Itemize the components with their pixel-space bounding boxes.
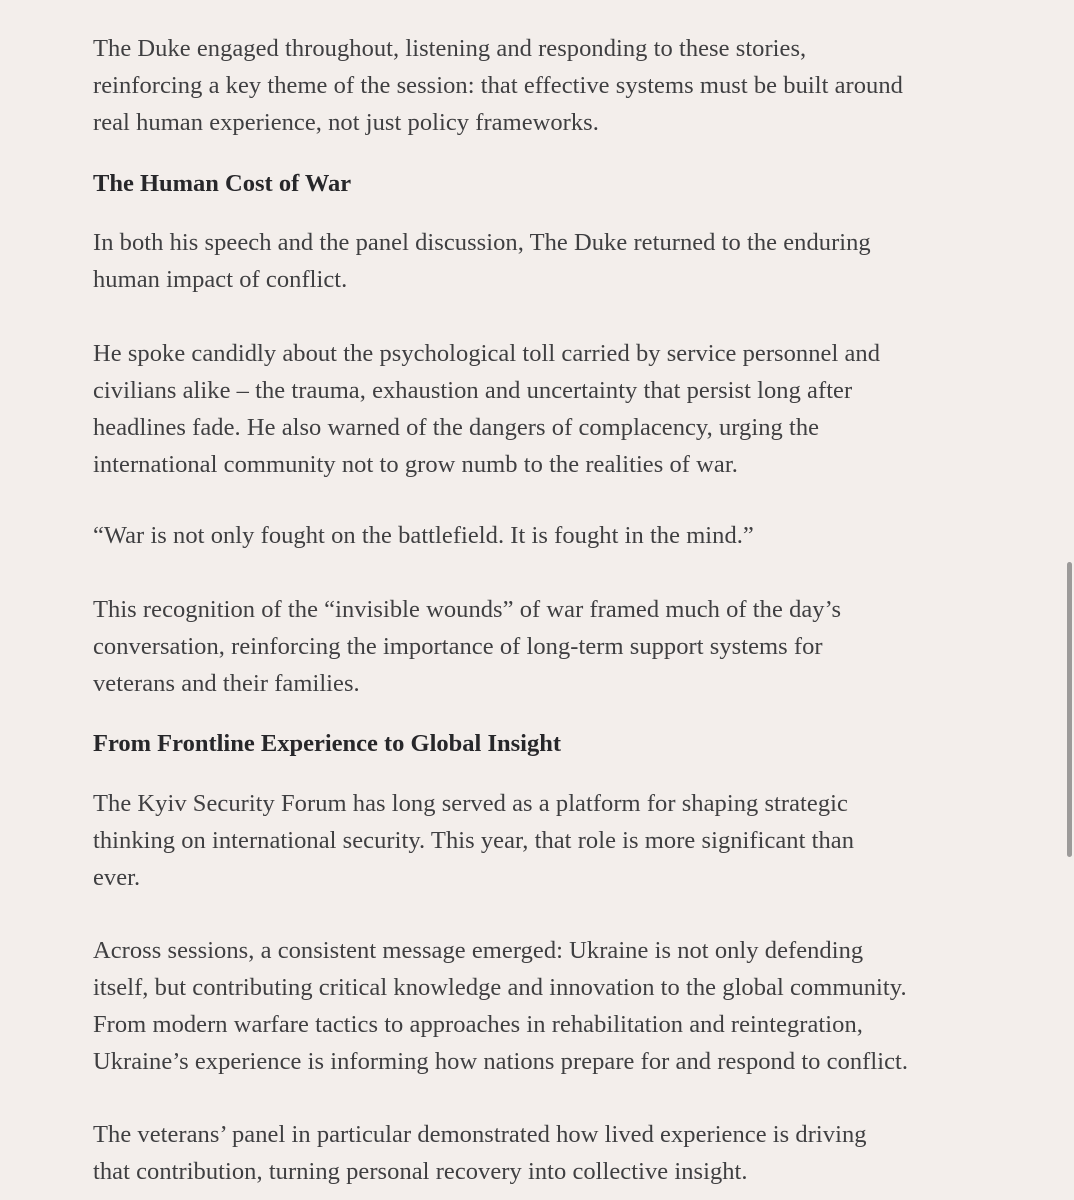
section-heading-frontline: From Frontline Experience to Global Insight: [93, 730, 561, 757]
paragraph-spoke-candidly: He spoke candidly about the psychological toll carried by service personnel and civilians alike – the trauma, exhaustion and uncertainty that persist long after headlines fade. He also warned of the dangers of complacency, urging the international community not to grow numb to the realities of war.: [93, 340, 881, 478]
paragraph-veterans-panel: The veterans’ panel in particular demonstrated how lived experience is driving that contribution, turning personal recovery into collective insight.: [93, 1121, 867, 1185]
section-heading-human-cost: The Human Cost of War: [93, 170, 352, 197]
paragraph-both-speech: In both his speech and the panel discussion, The Duke returned to the enduring human impact of conflict.: [93, 229, 871, 293]
paragraph-kyiv-forum: The Kyiv Security Forum has long served as a platform for shaping strategic thinking on international security. This year, that role is more significant than ever.: [93, 790, 855, 891]
paragraph-across-sessions: Across sessions, a consistent message emerged: Ukraine is not only defending itself, but contributing critical knowledge and innovation to the global community. From modern warfare tactics to approaches in rehabilitation and reintegration, Ukraine’s experience is informing how nations prepare for and respond to conflict.: [93, 937, 909, 1075]
paragraph-duke-engaged: The Duke engaged throughout, listening and responding to these stories, reinforcing a key theme of the session: that effective systems must be built around real human experience, not just policy frameworks.: [93, 35, 903, 136]
quote-paragraph: “War is not only fought on the battlefield. It is fought in the mind.”: [93, 522, 754, 549]
paragraph-recognition: This recognition of the “invisible wounds” of war framed much of the day’s conversation, reinforcing the importance of long-term support systems for veterans and their families.: [93, 596, 842, 697]
scrollbar-thumb[interactable]: [1067, 562, 1072, 857]
